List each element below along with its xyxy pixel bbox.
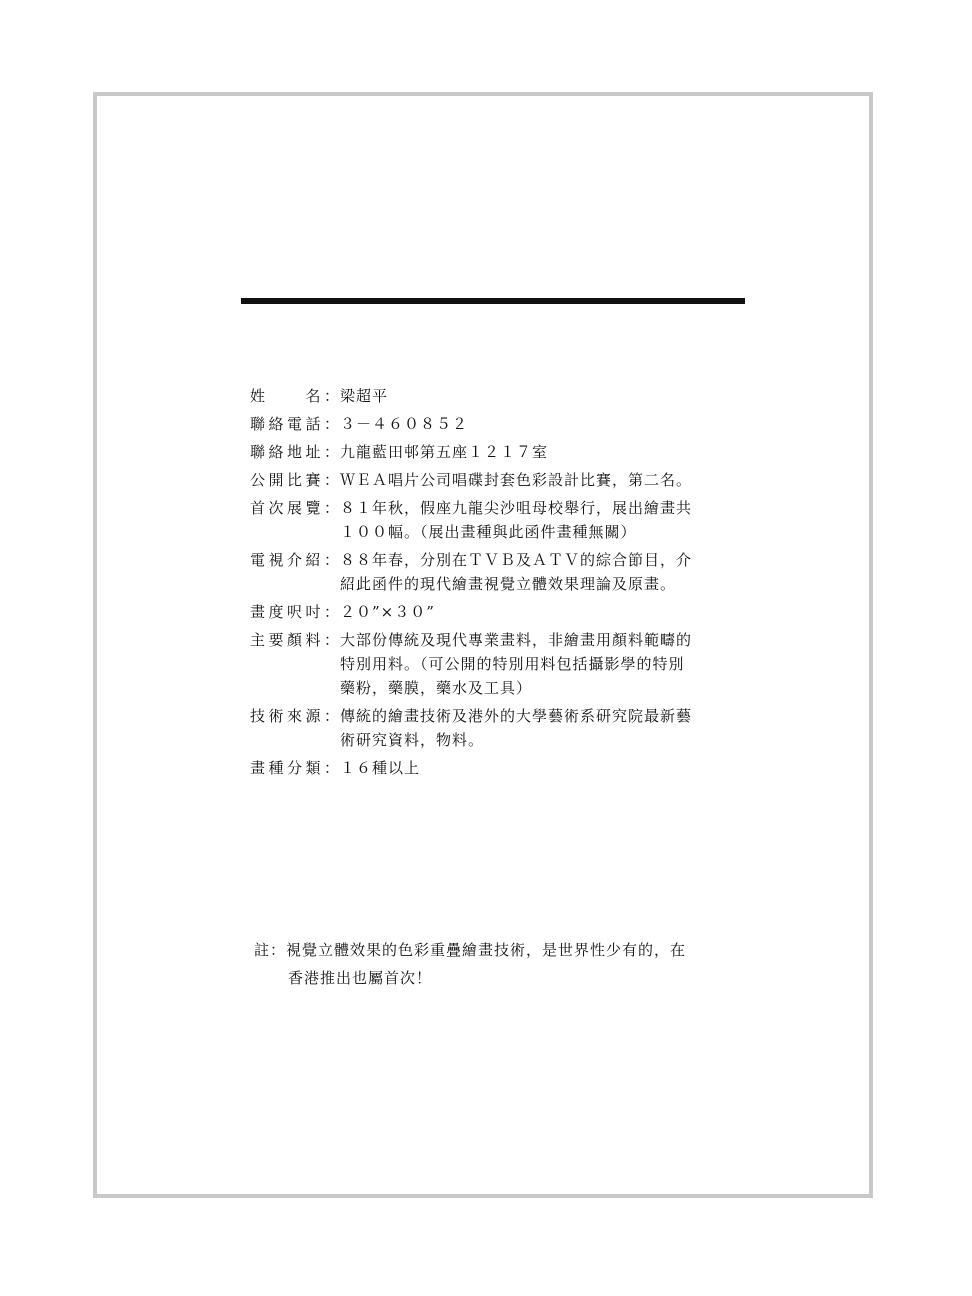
info-fields	[250, 384, 750, 784]
field-value	[340, 496, 750, 544]
field-main-pigments	[250, 628, 750, 700]
field-value	[340, 412, 750, 436]
field-label: 首次展覽：	[250, 499, 340, 517]
field-name	[250, 384, 750, 408]
field-value-line: ８８年春，分別在ＴＶＢ及ＡＴＶ的綜合節目，介	[340, 551, 693, 569]
field-value-line: 大部份傳統及現代專業畫料，非繪畫用顏料範疇的	[340, 631, 693, 649]
field-address	[250, 440, 750, 464]
field-painting-size	[250, 600, 750, 624]
field-phone	[250, 412, 750, 436]
field-value	[340, 548, 750, 596]
field-value-line: １００幅。（展出畫種與此函件畫種無關）	[340, 523, 637, 541]
header-rule	[241, 298, 745, 304]
field-value-line: ８１年秋，假座九龍尖沙咀母校舉行，展出繪畫共	[340, 499, 693, 517]
footnote-line: 香港推出也屬首次！	[288, 969, 433, 987]
field-value-line: １６種以上	[340, 759, 421, 777]
footnote-line: 註：視覺立體效果的色彩重疊繪畫技術，是世界性少有的，在	[254, 941, 687, 959]
field-value	[340, 756, 750, 780]
field-label: 聯絡地址：	[250, 443, 340, 461]
footnote	[254, 936, 754, 992]
field-label: 公開比賽：	[250, 471, 340, 489]
field-value-line: ２０”×３０”	[340, 603, 435, 621]
field-label: 姓 名：	[250, 387, 340, 405]
field-value	[340, 628, 750, 700]
field-value-line: 梁超平	[340, 387, 389, 405]
field-value-line: 術研究資料，物料。	[340, 731, 485, 749]
field-first-exhibition	[250, 496, 750, 544]
field-label: 畫度呎吋：	[250, 603, 340, 621]
field-value-line: ＷＥＡ唱片公司唱碟封套色彩設計比賽，第二名。	[340, 471, 693, 489]
field-value	[340, 384, 750, 408]
field-painting-categories	[250, 756, 750, 780]
field-value	[340, 440, 750, 464]
field-value-line: ３－４６０８５２	[340, 415, 469, 433]
field-label: 技術來源：	[250, 707, 340, 725]
field-technique-source	[250, 704, 750, 752]
field-value	[340, 704, 750, 752]
field-value-line: 特別用料。（可公開的特別用料包括攝影學的特別	[340, 655, 685, 673]
field-value-line: 紹此函件的現代繪畫視覺立體效果理論及原畫。	[340, 575, 677, 593]
field-competition	[250, 468, 750, 492]
field-label: 主要顏料：	[250, 631, 340, 649]
field-value-line: 九龍藍田邨第五座１２１７室	[340, 443, 549, 461]
field-value-line: 藥粉，藥膜，藥水及工具）	[340, 679, 533, 697]
field-label: 聯絡電話：	[250, 415, 340, 433]
field-label: 畫種分類：	[250, 759, 340, 777]
field-value	[340, 600, 750, 624]
field-label: 電視介紹：	[250, 551, 340, 569]
field-tv-introduction	[250, 548, 750, 596]
field-value-line: 傳統的繪畫技術及港外的大學藝術系研究院最新藝	[340, 707, 693, 725]
field-value	[340, 468, 750, 492]
